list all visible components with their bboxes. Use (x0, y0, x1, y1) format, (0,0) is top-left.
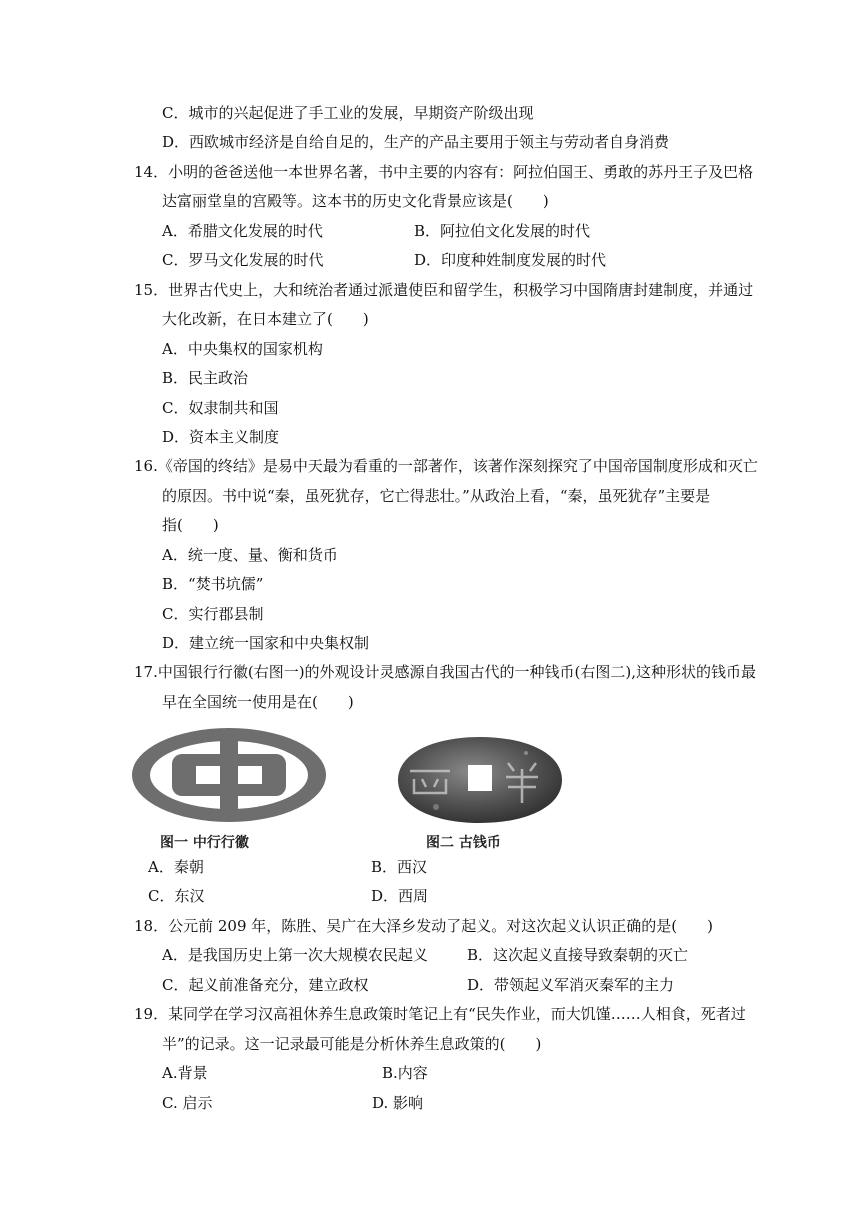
figure1-caption: 图一 中行行徽 (160, 835, 249, 851)
q14-option-c: C．罗马文化发展的时代 (162, 251, 324, 269)
q17-stem-line2: 早在全国统一使用是在( ) (162, 693, 354, 711)
q17-stem-line1: 17.中国银行行徽(右图一)的外观设计灵感源自我国古代的一种钱币(右图二),这种形状的钱币最 (134, 663, 757, 681)
q18-option-d: D．带领起义军消灭秦军的主力 (467, 976, 675, 994)
figure2-caption: 图二 古钱币 (426, 835, 501, 851)
q19-stem-line1: 19．某同学在学习汉高祖休养生息政策时笔记上有“民失作业，而大饥馑……人相食，死者过 (134, 1005, 746, 1023)
q16-option-b: B．“焚书坑儒” (162, 575, 264, 593)
q13-option-c: C．城市的兴起促进了手工业的发展，早期资产阶级出现 (162, 104, 534, 122)
q17-option-b: B．西汉 (371, 858, 428, 876)
q16-option-d: D．建立统一国家和中央集权制 (162, 634, 370, 652)
q14-stem-line1: 14．小明的爸爸送他一本世界名著，书中主要的内容有：阿拉伯国王、勇敢的苏丹王子及巴格 (134, 163, 754, 181)
bank-of-china-logo-image (132, 728, 326, 822)
q19-option-a: A.背景 (162, 1064, 208, 1082)
q15-option-c: C．奴隶制共和国 (162, 399, 279, 417)
q15-stem-line1: 15．世界古代史上，大和统治者通过派遣使臣和留学生，积极学习中国隋唐封建制度，并通过 (134, 281, 754, 299)
q18-stem-line1: 18．公元前 209 年，陈胜、吴广在大泽乡发动了起义。对这次起义认识正确的是( ) (134, 917, 713, 935)
q16-stem-line2: 的原因。书中说“秦，虽死犹存，它亡得悲壮。”从政治上看，“秦，虽死犹存”主要是 (162, 487, 711, 505)
q16-option-a: A．统一度、量、衡和货币 (162, 546, 338, 564)
q18-option-a: A．是我国历史上第一次大规模农民起义 (162, 946, 428, 964)
q15-option-b: B．民主政治 (162, 369, 249, 387)
q19-option-b: B.内容 (382, 1064, 428, 1082)
q15-stem-line2: 大化改新，在日本建立了( ) (162, 310, 369, 328)
q13-option-d: D．西欧城市经济是自给自足的，生产的产品主要用于领主与劳动者自身消费 (162, 133, 670, 151)
q17-option-a: A．秦朝 (148, 858, 204, 876)
q18-option-c: C．起义前准备充分，建立政权 (162, 976, 369, 994)
q16-stem-line3: 指( ) (162, 516, 219, 534)
q14-option-b: B．阿拉伯文化发展的时代 (414, 222, 591, 240)
q19-stem-line2: 半”的记录。这一记录最可能是分析休养生息政策的( ) (162, 1035, 542, 1053)
q16-option-c: C．实行郡县制 (162, 605, 264, 623)
q14-stem-line2: 达富丽堂皇的宫殿等。这本书的历史文化背景应该是( ) (162, 192, 549, 210)
q17-option-c: C．东汉 (148, 887, 205, 905)
q16-stem-line1: 16.《帝国的终结》是易中天最为看重的一部著作，该著作深刻探究了中国帝国制度形成和灭亡 (134, 457, 758, 475)
q18-option-b: B．这次起义直接导致秦朝的灭亡 (467, 946, 689, 964)
q14-option-a: A．希腊文化发展的时代 (162, 222, 323, 240)
q15-option-d: D．资本主义制度 (162, 428, 280, 446)
q15-option-a: A．中央集权的国家机构 (162, 340, 323, 358)
boc-logo-icon (132, 728, 326, 822)
q19-option-c: C. 启示 (162, 1094, 213, 1112)
ancient-coin-icon (396, 735, 564, 825)
q19-option-d: D. 影响 (372, 1094, 424, 1112)
ancient-coin-image (396, 735, 564, 825)
q17-option-d: D．西周 (371, 887, 429, 905)
q14-option-d: D．印度种姓制度发展的时代 (414, 251, 607, 269)
